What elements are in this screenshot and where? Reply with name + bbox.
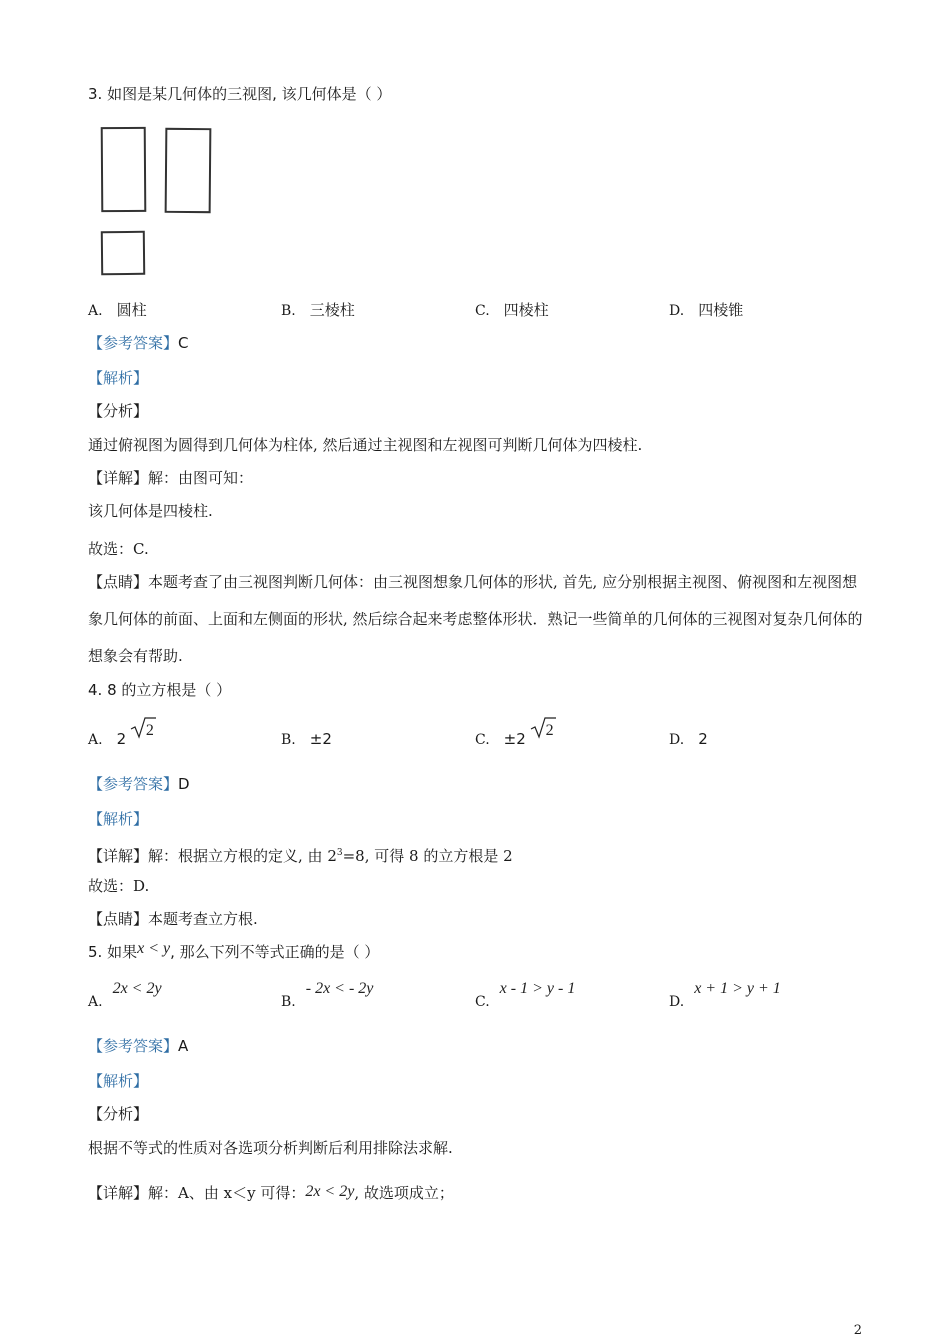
- radical-sign-icon: [130, 716, 156, 740]
- q3-detail-2: 该几何体是四棱柱.: [88, 502, 213, 520]
- q4-stem: 4. 8 的立方根是（ ）: [88, 681, 232, 699]
- q3-fenxi-tag: 【分析】: [88, 402, 149, 420]
- q4-analysis-tag: 【解析】: [88, 810, 149, 828]
- q4-option-a: A. 2 2: [88, 729, 154, 750]
- q3-fenxi: 通过俯视图为圆得到几何体为柱体, 然后通过主视图和左视图可判断几何体为四棱柱.: [88, 436, 643, 454]
- q3-option-a: A. 圆柱: [88, 301, 147, 319]
- q5-answer: 【参考答案】A: [88, 1037, 189, 1055]
- radical-sign-icon: [530, 716, 556, 740]
- q3-option-c: C. 四棱柱: [475, 301, 549, 319]
- q5-option-b: B.- 2x < - 2y: [281, 980, 374, 1010]
- q3-option-d: D. 四棱锥: [669, 301, 744, 319]
- sqrt-c: 2: [531, 720, 554, 741]
- q5-fenxi: 根据不等式的性质对各选项分析判断后利用排除法求解.: [88, 1139, 453, 1157]
- q4-choose: 故选：D.: [88, 877, 150, 895]
- q5-option-c: C.x - 1 > y - 1: [475, 980, 576, 1010]
- page-number: 2: [853, 1323, 862, 1338]
- q3-option-b: B. 三棱柱: [281, 301, 355, 319]
- q3-analysis-tag: 【解析】: [88, 369, 149, 387]
- side-view-rect: [166, 129, 211, 212]
- q3-comment: 【点睛】本题考查了由三视图判断几何体：由三视图想象几何体的形状, 首先, 应分别根据主视图、俯视图和左视图想象几何体的前面、上面和左侧面的形状, 然后综合起来考虑整体形状．熟记一些简单的几何体的三视图对复杂几何体的想象会有帮助.: [88, 573, 863, 665]
- q4-detail: 【详解】解：根据立方根的定义, 由 $2^3=8$, 可得 8 的立方根是 2: [88, 847, 513, 865]
- q3-choose: 故选：C.: [88, 540, 149, 558]
- q4-comment: 【点睛】本题考查立方根.: [88, 910, 258, 928]
- q5-stem: 5. 如果x < y, 那么下列不等式正确的是（ ）: [88, 940, 380, 961]
- q5-detail: 【详解】解：A、由 x＜y 可得：2x < 2y, 故选项成立；: [88, 1183, 454, 1202]
- q3-detail: 【详解】解：由图可知：: [88, 469, 254, 487]
- q5-option-d: D.x + 1 > y + 1: [669, 980, 781, 1010]
- q4-option-c: C. ±2 2: [475, 729, 554, 750]
- q3-stem: 3. 如图是某几何体的三视图, 该几何体是（ ）: [88, 85, 392, 103]
- sqrt-a: 2: [131, 720, 154, 741]
- front-view-rect: [102, 128, 146, 211]
- q4-option-b: B. ±2: [281, 730, 332, 748]
- q5-analysis-tag: 【解析】: [88, 1072, 149, 1090]
- three-view-figure: [96, 122, 221, 282]
- q5-option-a: A.2x < 2y: [88, 980, 162, 1010]
- q3-answer: 【参考答案】C: [88, 334, 189, 352]
- q5-fenxi-tag: 【分析】: [88, 1105, 149, 1123]
- q4-option-d: D. 2: [669, 730, 708, 748]
- top-view-rect: [102, 232, 144, 274]
- q4-answer: 【参考答案】D: [88, 775, 190, 793]
